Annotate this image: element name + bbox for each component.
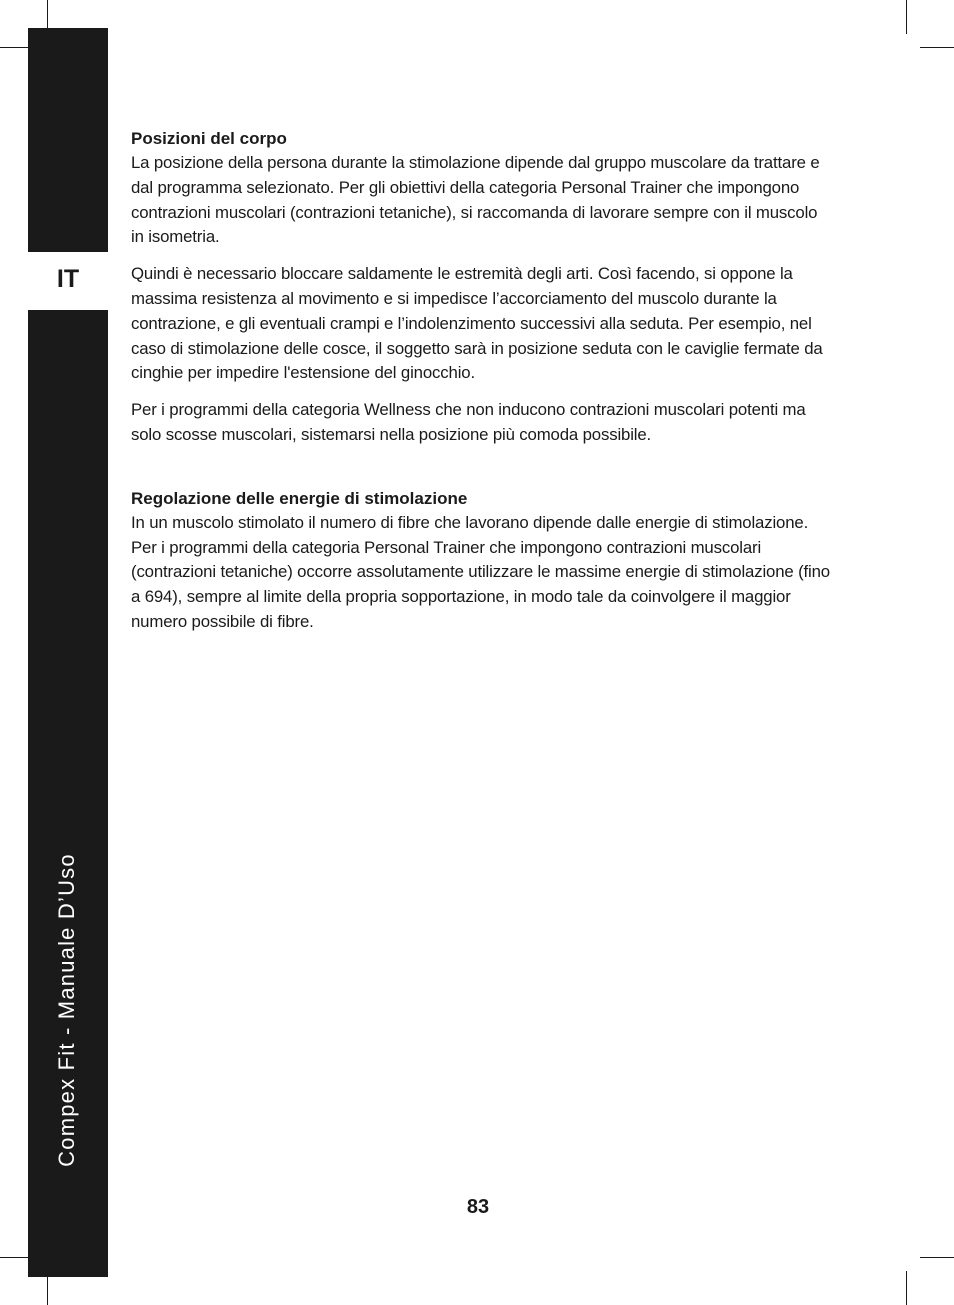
crop-mark — [920, 1257, 954, 1258]
section-heading: Posizioni del corpo — [131, 129, 287, 148]
paragraph: Per i programmi della categoria Wellness che non inducono contrazioni muscolari potenti ma solo scosse muscolari, sistemarsi nella posizione più comoda possibile. — [131, 400, 806, 444]
crop-mark — [47, 1277, 48, 1305]
language-tab: IT — [56, 265, 80, 293]
main-content — [131, 126, 831, 647]
section-heading: Regolazione delle energie di stimolazione — [131, 488, 468, 508]
crop-mark — [906, 0, 907, 34]
crop-mark — [0, 47, 28, 48]
paragraph: La posizione della persona durante la stimolazione dipende dal gruppo muscolare da trattare e dal programma selezionato. Per gli obiettivi della categoria Personal Trainer che impongono contrazioni muscolari (contrazioni tetaniche), si raccomanda di lavorare sempre con il muscolo in isometria. — [131, 153, 820, 247]
crop-mark — [906, 1271, 907, 1305]
sidebar-top-band — [28, 28, 108, 252]
section-stimulation-energy — [131, 486, 831, 635]
crop-mark — [920, 47, 954, 48]
paragraph: In un muscolo stimolato il numero di fibre che lavorano dipende dalle energie di stimolazione. Per i programmi della categoria Personal Trainer che impongono contrazioni muscolari (contrazioni tetaniche) occorre assolutamente utilizzare le massime energie di stimolazione (fino a 694), sempre al limite della propria sopportazione, in modo tale da coinvolgere il maggior numero possibile di fibre. — [131, 512, 830, 631]
paragraph: Quindi è necessario bloccare saldamente le estremità degli arti. Così facendo, si oppone la massima resistenza al movimento e si impedisce l’accorciamento del muscolo durante la contrazione, e gli eventuali crampi e l’indolenzimento successivi alla seduta. Per esempio, nel caso di stimolazione delle cosce, il soggetto sarà in posizione seduta con le caviglie fermate da cinghie per impedire l'estensione del ginocchio. — [131, 264, 823, 383]
document-title: Compex Fit - Manuale D’Uso — [54, 853, 79, 1167]
crop-mark — [0, 1257, 28, 1258]
crop-mark — [47, 0, 48, 28]
section-body-positions — [131, 126, 831, 448]
page-number: 83 — [466, 1196, 490, 1218]
